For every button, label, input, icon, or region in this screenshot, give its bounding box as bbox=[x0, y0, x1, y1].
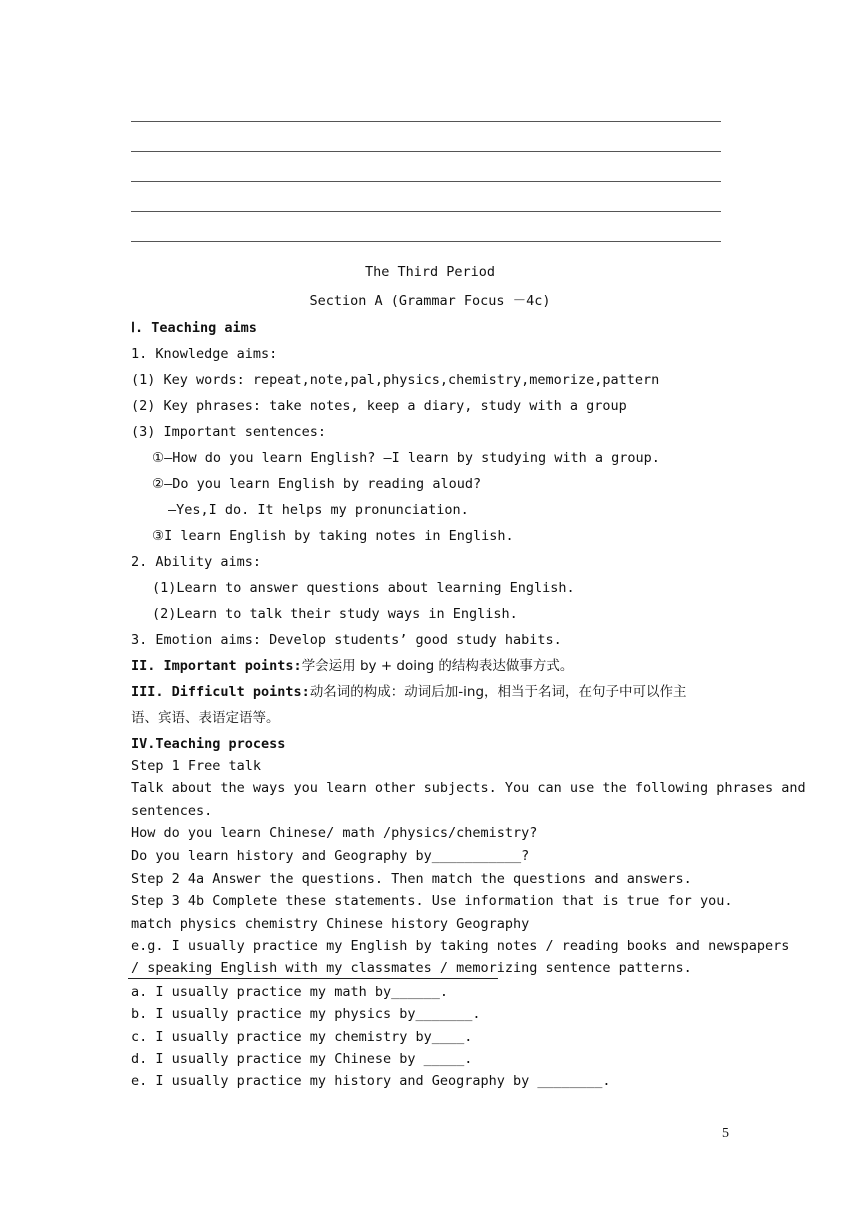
important-points-text: 学会运用 by + doing 的结构表达做事方式。 bbox=[301, 658, 574, 674]
key-words: (1) Key words: repeat,note,pal,physics,chemistry,memorize,pattern bbox=[131, 372, 660, 388]
sentence-2: ②—Do you learn English by reading aloud? bbox=[152, 476, 482, 492]
period-title: The Third Period bbox=[364, 264, 496, 280]
knowledge-aims: 1. Knowledge aims: bbox=[131, 346, 278, 362]
step-1: Step 1 Free talk bbox=[131, 758, 262, 774]
item-d: d. I usually practice my Chinese by _____. bbox=[131, 1051, 473, 1067]
question-1: How do you learn Chinese/ math /physics/chemistry? bbox=[131, 825, 538, 841]
item-e: e. I usually practice my history and Geography by ________. bbox=[131, 1073, 611, 1089]
step-2: Step 2 4a Answer the questions. Then match the questions and answers. bbox=[131, 871, 692, 887]
sentence-2-answer: —Yes,I do. It helps my pronunciation. bbox=[168, 502, 469, 518]
ability-aim-1: (1)Learn to answer questions about learning English. bbox=[152, 580, 575, 596]
match-words: match physics chemistry Chinese history Geography bbox=[131, 916, 530, 932]
blank-line bbox=[131, 121, 721, 122]
item-b: b. I usually practice my physics by_______. bbox=[131, 1006, 481, 1022]
blank-line bbox=[131, 241, 721, 242]
talk-instruction-cont: sentences. bbox=[131, 803, 213, 819]
important-points-label: II. Important points: bbox=[131, 658, 302, 674]
sentence-3: ③I learn English by taking notes in English. bbox=[152, 528, 514, 544]
key-phrases: (2) Key phrases: take notes, keep a diary, study with a group bbox=[131, 398, 627, 414]
example-line-1: e.g. I usually practice my English by taking notes / reading books and newspapers bbox=[131, 938, 790, 954]
difficult-points bbox=[131, 683, 687, 701]
question-2: Do you learn history and Geography by___________? bbox=[131, 848, 530, 864]
item-a: a. I usually practice my math by______. bbox=[131, 984, 448, 1000]
ability-aim-2: (2)Learn to talk their study ways in English. bbox=[152, 606, 518, 622]
important-sentences-label: (3) Important sentences: bbox=[131, 424, 327, 440]
blank-line bbox=[131, 211, 721, 212]
difficult-points-label: III. Difficult points: bbox=[131, 684, 310, 700]
ability-aims: 2. Ability aims: bbox=[131, 554, 262, 570]
important-points bbox=[131, 657, 573, 675]
teaching-process-heading: IV.Teaching process bbox=[131, 736, 286, 752]
section-title: Section A (Grammar Focus －4c) bbox=[309, 293, 551, 309]
blank-line bbox=[131, 151, 721, 152]
item-c: c. I usually practice my chemistry by____. bbox=[131, 1029, 473, 1045]
page-number: 5 bbox=[722, 1126, 729, 1141]
sentence-1: ①—How do you learn English? —I learn by studying with a group. bbox=[152, 450, 660, 466]
difficult-points-text: 动名词的构成：动词后加-ing，相当于名词，在句子中可以作主 bbox=[309, 684, 687, 700]
teaching-aims-heading: Ⅰ. Teaching aims bbox=[131, 320, 257, 336]
step-3: Step 3 4b Complete these statements. Use information that is true for you. bbox=[131, 893, 733, 909]
example-underline bbox=[128, 978, 498, 979]
talk-instruction: Talk about the ways you learn other subjects. You can use the following phrases and bbox=[131, 780, 806, 796]
difficult-points-cont: 语、宾语、表语定语等。 bbox=[131, 710, 280, 726]
emotion-aims: 3. Emotion aims: Develop students’ good study habits. bbox=[131, 632, 562, 648]
example-line-2: / speaking English with my classmates / memorizing sentence patterns. bbox=[131, 960, 692, 976]
blank-line bbox=[131, 181, 721, 182]
